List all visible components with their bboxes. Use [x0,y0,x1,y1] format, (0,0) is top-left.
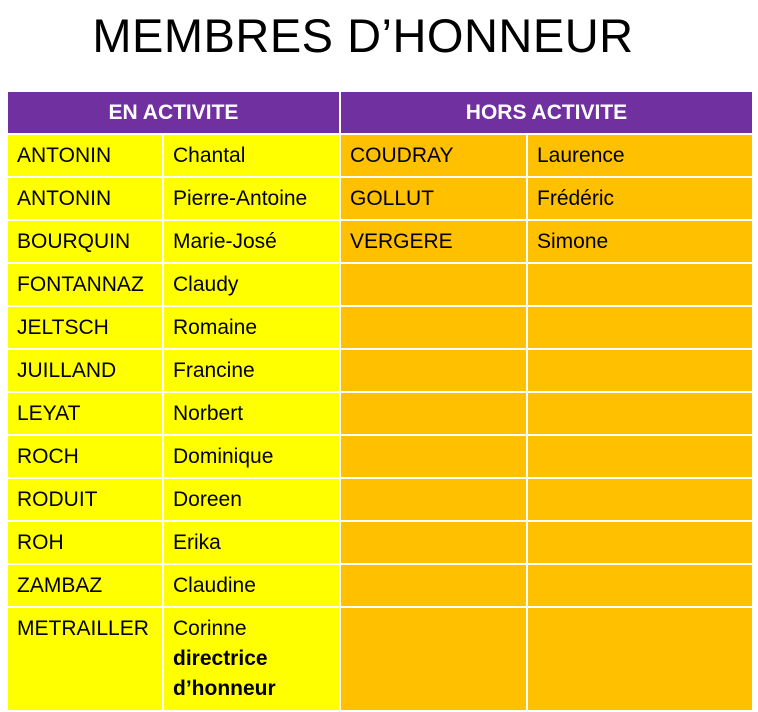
active-first-name [163,392,340,435]
active-first-name [163,607,340,711]
retired-first-name-text: Laurence [537,143,625,167]
table-row [7,220,753,263]
active-first-name [163,177,340,220]
table-row [7,607,753,711]
retired-first-name [527,521,753,564]
active-first-name [163,564,340,607]
header-retired: HORS ACTIVITE [340,91,753,134]
table-row [7,263,753,306]
retired-first-name [527,435,753,478]
active-first-name [163,306,340,349]
active-first-name [163,220,340,263]
active-last-name [7,220,163,263]
retired-first-name [527,134,753,177]
active-last-name [7,435,163,478]
active-first-name-text: Pierre-Antoine [173,186,308,210]
active-first-name [163,478,340,521]
active-last-name-text: JELTSCH [17,315,109,339]
retired-first-name [527,478,753,521]
active-first-name-text: Erika [173,530,221,554]
retired-last-name-text: GOLLUT [350,186,435,210]
active-first-name-text: Norbert [173,401,244,425]
retired-first-name [527,564,753,607]
active-first-name [163,349,340,392]
active-first-name-text: Claudine [173,573,256,597]
retired-last-name [340,349,527,392]
table-row [7,435,753,478]
active-first-name-text: Claudy [173,272,239,296]
retired-last-name-text: COUDRAY [350,143,454,167]
active-last-name [7,177,163,220]
active-first-name-text: Chantal [173,143,246,167]
retired-last-name [340,263,527,306]
header-active: EN ACTIVITE [7,91,340,134]
active-last-name [7,263,163,306]
active-last-name [7,349,163,392]
active-first-name [163,134,340,177]
retired-first-name [527,349,753,392]
retired-first-name-text: Frédéric [537,186,615,210]
active-last-name-text: ZAMBAZ [17,573,103,597]
retired-last-name [340,306,527,349]
retired-last-name [340,521,527,564]
active-last-name-text: METRAILLER [17,617,149,640]
active-first-name-text: Dominique [173,444,274,468]
table-row [7,134,753,177]
retired-last-name [340,564,527,607]
active-first-name [163,521,340,564]
active-first-name-text: Romaine [173,315,258,339]
retired-first-name-text: Simone [537,229,609,253]
active-last-name [7,478,163,521]
table-row [7,306,753,349]
members-table [6,90,754,712]
retired-last-name [340,435,527,478]
active-last-name-text: FONTANNAZ [17,272,144,296]
active-last-name-text: BOURQUIN [17,229,131,253]
active-last-name [7,521,163,564]
table-row [7,521,753,564]
table-row [7,392,753,435]
active-first-name-text: Corinne [173,617,247,640]
retired-first-name [527,263,753,306]
retired-first-name [527,220,753,263]
members-body [7,134,753,711]
active-last-name-text: RODUIT [17,487,98,511]
active-first-name [163,263,340,306]
active-first-name-text: Francine [173,358,255,382]
active-last-name-text: ANTONIN [17,143,112,167]
retired-first-name [527,392,753,435]
retired-last-name [340,392,527,435]
retired-last-name [340,177,527,220]
page-title: MEMBRES D’HONNEUR [92,9,634,62]
active-last-name [7,306,163,349]
retired-last-name-text: VERGERE [350,229,453,253]
retired-first-name [527,306,753,349]
table-row [7,177,753,220]
retired-last-name [340,220,527,263]
active-last-name [7,607,163,711]
retired-first-name [527,177,753,220]
table-row [7,349,753,392]
honor-note: directrice d’honneur [173,647,276,700]
active-last-name-text: JUILLAND [17,358,117,382]
active-first-name-text: Marie-José [173,229,277,253]
active-first-name-text: Doreen [173,487,242,511]
active-last-name [7,564,163,607]
active-last-name [7,134,163,177]
active-first-name [163,435,340,478]
table-row [7,564,753,607]
active-last-name-text: ROCH [17,444,79,468]
retired-last-name [340,134,527,177]
retired-last-name [340,607,527,711]
table-row [7,478,753,521]
retired-last-name [340,478,527,521]
active-last-name-text: ROH [17,530,64,554]
retired-first-name [527,607,753,711]
active-last-name [7,392,163,435]
active-last-name-text: ANTONIN [17,186,112,210]
header-row [7,91,753,134]
active-last-name-text: LEYAT [17,401,81,425]
